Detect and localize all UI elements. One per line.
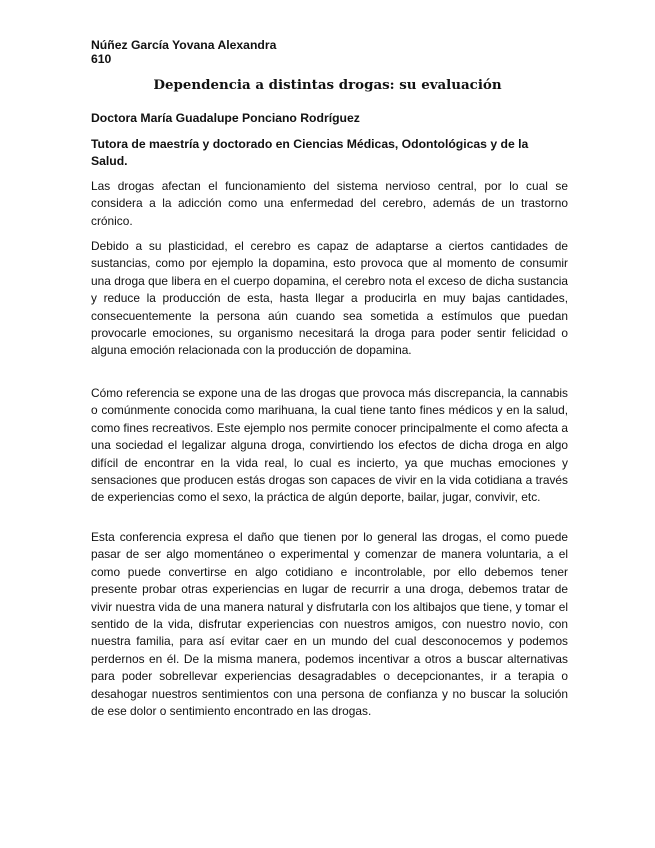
student-header bbox=[91, 38, 276, 66]
speaker-name: Doctora María Guadalupe Ponciano Rodríguez bbox=[91, 111, 360, 125]
paragraph-1: Las drogas afectan el funcionamiento del sistema nervioso central, por lo cual se considera a la adicción como una enfermedad del cerebro, además de un trastorno crónico. bbox=[91, 179, 568, 228]
paragraph-3: Cómo referencia se expone una de las drogas que provoca más discrepancia, la cannabis o comúnmente conocida como marihuana, la cual tiene tanto fines médicos y en la salud, como fines recreativos. Este ejemplo nos permite conocer principalmente el como afecta a una sociedad el legalizar alguna droga, convirtiendo los efectos de dicha droga en algo difícil de encontrar en la vida real, lo cual es incierto, ya que muchas emociones y sensaciones que producen estás drogas son capaces de vivir en la vida cotidiana a través de experiencias como el sexo, la práctica de algún deporte, bailar, jugar, convivir, etc. bbox=[91, 386, 568, 505]
paragraph-2: Debido a su plasticidad, el cerebro es capaz de adaptarse a ciertos cantidades de sustancias, como por ejemplo la dopamina, esto provoca que al momento de consumir una droga que libera en el cuerpo dopamina, el cerebro nota el exceso de dicha sustancia y reduce la producción de esta, hasta llegar a producirla en muy bajas cantidades, consecuentemente la persona aún cuando sea sometida a estímulos que puedan provocarle emociones, su organismo necesitará la droga para poder sentir felicidad o alguna emoción relacionada con la producción de dopamina. bbox=[91, 239, 568, 358]
paragraph-4: Esta conferencia expresa el daño que tienen por lo general las drogas, el como puede pasar de ser algo momentáneo o experimental y comenzar de manera voluntaria, a el como puede convertirse en algo cotidiano e incontrolable, por ello debemos tener presente probar otras experiencias en lugar de recurrir a una droga, debemos tratar de vivir nuestra vida de una manera natural y disfrutarla con los altibajos que tiene, y tomar el sentido de la vida, disfrutar experiencias con nuestros amigos, con nuestro novio, con nuestra familia, para así evitar caer en un mundo del cual desconocemos y podemos perdernos en él. De la misma manera, podemos incentivar a otros a buscar alternativas para poder sobrellevar experiencias desagradables o decepcionantes, ir a terapia o desahogar nuestros sentimientos con una persona de confianza y no buscar la solución de ese dolor o sentimiento encontrado en las drogas. bbox=[91, 530, 568, 719]
speaker-role: Tutora de maestría y doctorado en Ciencias Médicas, Odontológicas y de la Salud. bbox=[91, 137, 529, 168]
student-group: 610 bbox=[91, 52, 112, 66]
document-title: Dependencia a distintas drogas: su evaluación bbox=[153, 77, 502, 93]
student-name: Núñez García Yovana Alexandra bbox=[91, 38, 277, 52]
